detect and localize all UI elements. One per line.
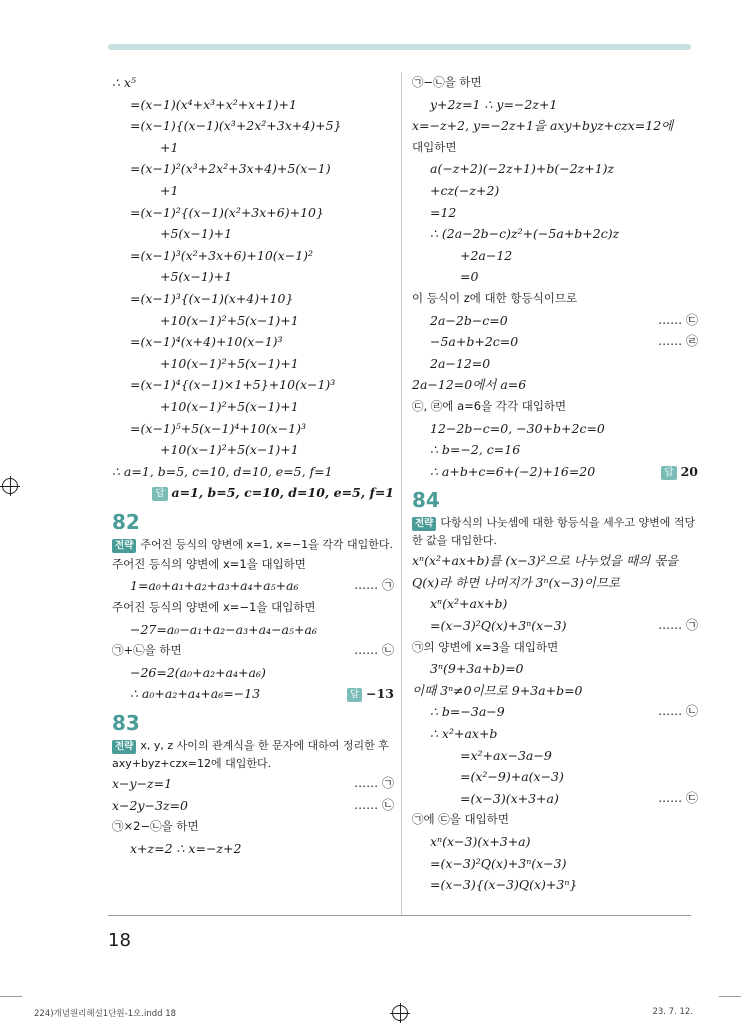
solution-line bbox=[112, 158, 394, 180]
equation-tag: …… ㉢ bbox=[658, 790, 698, 805]
line-text: =(x−1)⁴(x+4)+10(x−1)³ bbox=[130, 334, 283, 350]
solution-line bbox=[112, 288, 394, 310]
solution-line bbox=[412, 310, 698, 332]
solution-82 bbox=[112, 554, 394, 705]
line-text: +10(x−1)²+5(x−1)+1 bbox=[160, 398, 299, 414]
line-text: −26=2(a₀+a₂+a₄+a₆) bbox=[130, 664, 266, 680]
line-text: ∴ b=−2, c=16 bbox=[430, 442, 521, 458]
solution-line bbox=[112, 597, 394, 619]
solution-line bbox=[112, 439, 394, 461]
line-text: =(x−3)²Q(x)+3ⁿ(x−3) bbox=[430, 618, 567, 634]
solution-line bbox=[412, 266, 698, 288]
solution-line bbox=[412, 550, 698, 572]
solution-line bbox=[112, 223, 394, 245]
solution-line bbox=[412, 115, 698, 137]
line-text: =(x²−9)+a(x−3) bbox=[460, 769, 564, 785]
solution-line bbox=[412, 223, 698, 245]
line-text: x=−z+2, y=−2z+1을 axy+byz+czx=12에 bbox=[412, 118, 674, 134]
line-text: +10(x−1)²+5(x−1)+1 bbox=[160, 355, 299, 371]
line-text: ㉠×2−㉡을 하면 bbox=[112, 819, 199, 834]
line-text: 3ⁿ(9+3a+b)=0 bbox=[430, 661, 524, 677]
equation-tag: …… ㉡ bbox=[354, 643, 394, 658]
solution-line bbox=[412, 572, 698, 594]
solution-line bbox=[412, 331, 698, 353]
problem-number-82: 82 bbox=[112, 509, 140, 534]
line-text: 이 등식이 z에 대한 항등식이므로 bbox=[412, 290, 578, 305]
solution-line bbox=[412, 745, 698, 767]
solution-line bbox=[412, 245, 698, 267]
solution-84 bbox=[412, 550, 698, 896]
line-text: =(x−1)²{(x−1)(x²+3x+6)+10} bbox=[130, 204, 324, 220]
answer-line bbox=[112, 482, 394, 504]
line-text: xⁿ(x²+ax+b) bbox=[430, 596, 508, 612]
solution-line bbox=[412, 72, 698, 94]
solution-line bbox=[412, 658, 698, 680]
solution-line bbox=[112, 202, 394, 224]
hint-83 bbox=[112, 737, 394, 773]
left-column bbox=[112, 72, 394, 859]
equation-tag: …… ㉢ bbox=[658, 312, 698, 327]
solution-line bbox=[112, 353, 394, 375]
line-text: ∴ (2a−2b−c)z²+(−5a+b+2c)z bbox=[430, 226, 620, 242]
column-divider bbox=[401, 72, 402, 916]
line-text: ∴ x⁵ bbox=[112, 75, 136, 90]
solution-line bbox=[112, 554, 394, 576]
solution-line bbox=[112, 838, 394, 860]
solution-line bbox=[412, 418, 698, 440]
line-text: 2a−2b−c=0 bbox=[430, 312, 508, 328]
line-text: =x²+ax−3a−9 bbox=[460, 747, 552, 763]
solution-line bbox=[412, 593, 698, 615]
line-text: +10(x−1)²+5(x−1)+1 bbox=[160, 442, 299, 458]
registration-mark-icon bbox=[392, 1005, 408, 1021]
line-text: 이때 3ⁿ≠0이므로 9+3a+b=0 bbox=[412, 682, 583, 698]
line-text: +5(x−1)+1 bbox=[160, 269, 233, 285]
problem-number-83: 83 bbox=[112, 711, 140, 736]
line-text: =(x−1)³{(x−1)(x+4)+10} bbox=[130, 290, 294, 306]
line-text: ∴ a+b+c=6+(−2)+16=20 bbox=[430, 463, 596, 479]
solution-line bbox=[412, 788, 698, 810]
solution-line bbox=[112, 816, 394, 838]
equation-tag: …… ㉠ bbox=[658, 618, 698, 633]
hint-text: 다항식의 나눗셈에 대한 항등식을 세우고 양변에 적당한 값을 대입한다. bbox=[412, 516, 696, 548]
solution-line bbox=[112, 245, 394, 267]
line-text: +10(x−1)²+5(x−1)+1 bbox=[160, 312, 299, 328]
equation-tag: …… ㉣ bbox=[658, 334, 698, 349]
line-text: ∴ a₀+a₂+a₄+a₆=−13 bbox=[130, 686, 261, 702]
line-text: −5a+b+2c=0 bbox=[430, 334, 519, 350]
header-bar bbox=[108, 44, 691, 50]
line-text: +cz(−z+2) bbox=[430, 182, 500, 198]
line-text: +5(x−1)+1 bbox=[160, 226, 233, 242]
page-number: 18 bbox=[108, 930, 131, 951]
solution-lines bbox=[112, 72, 394, 482]
solution-line bbox=[412, 874, 698, 896]
line-text: ㉢, ㉣에 a=6을 각각 대입하면 bbox=[412, 398, 567, 413]
line-text: ∴ x²+ax+b bbox=[430, 726, 498, 742]
line-text: 대입하면 bbox=[412, 139, 457, 154]
line-text: ㉠에 ㉢을 대입하면 bbox=[412, 812, 509, 827]
line-text: ㉠−㉡을 하면 bbox=[412, 75, 482, 89]
solution-line bbox=[112, 396, 394, 418]
solution-line bbox=[112, 310, 394, 332]
registration-mark-icon bbox=[2, 478, 18, 494]
solution-line bbox=[112, 461, 394, 483]
solution-line bbox=[412, 94, 698, 116]
line-text: ㉠의 양변에 x=3을 대입하면 bbox=[412, 639, 559, 654]
line-text: =(x−1)⁴{(x−1)×1+5}+10(x−1)³ bbox=[130, 377, 336, 393]
line-text: 12−2b−c=0, −30+b+2c=0 bbox=[430, 420, 605, 436]
line-text: =(x−1)(x⁴+x³+x²+x+1)+1 bbox=[130, 96, 297, 112]
hint-84 bbox=[412, 514, 698, 550]
right-column bbox=[412, 72, 698, 896]
answer-badge: 답 bbox=[152, 487, 167, 501]
solution-line bbox=[412, 853, 698, 875]
footer-date: 23. 7. 12. bbox=[652, 1007, 693, 1017]
line-text: Q(x)라 하면 나머지가 3ⁿ(x−3)이므로 bbox=[412, 574, 620, 590]
solution-line bbox=[112, 374, 394, 396]
line-text: xⁿ(x−3)(x+3+a) bbox=[430, 834, 531, 849]
solution-line bbox=[112, 115, 394, 137]
solution-line bbox=[112, 180, 394, 202]
line-text: ㉠+㉡을 하면 bbox=[112, 643, 182, 658]
footer-file: 224)개념원리해설1단원-1오.indd 18 bbox=[34, 1009, 177, 1019]
hint-badge: 전략 bbox=[112, 740, 136, 754]
solution-line bbox=[412, 353, 698, 375]
solution-lines bbox=[412, 72, 698, 482]
hint-text: x, y, z 사이의 관계식을 한 문자에 대하여 정리한 후 axy+byz+czx=12에 대입한다. bbox=[112, 739, 389, 771]
answer-badge: 답 bbox=[347, 688, 362, 702]
solution-line bbox=[412, 766, 698, 788]
solution-line bbox=[112, 773, 394, 795]
line-text: +1 bbox=[160, 182, 179, 198]
solution-line bbox=[412, 637, 698, 659]
solution-line bbox=[412, 137, 698, 159]
answer-text: a=1, b=5, c=10, d=10, e=5, f=1 bbox=[171, 485, 394, 501]
solution-83 bbox=[112, 773, 394, 859]
line-text: −27=a₀−a₁+a₂−a₃+a₄−a₅+a₆ bbox=[130, 621, 317, 637]
solution-line bbox=[412, 723, 698, 745]
line-text: 주어진 등식의 양변에 x=1을 대입하면 bbox=[112, 556, 306, 571]
equation-tag: …… ㉠ bbox=[354, 578, 394, 593]
line-text: =(x−1)³(x²+3x+6)+10(x−1)² bbox=[130, 247, 314, 263]
line-text: 2a−12=0 bbox=[430, 355, 491, 371]
line-text: =(x−3){(x−3)Q(x)+3ⁿ} bbox=[430, 877, 578, 893]
solution-line bbox=[112, 331, 394, 353]
problem-number-84: 84 bbox=[412, 488, 440, 513]
crop-mark bbox=[0, 996, 22, 997]
line-text: =(x−3)²Q(x)+3ⁿ(x−3) bbox=[430, 855, 567, 871]
line-text: =(x−1){(x−1)(x³+2x²+3x+4)+5} bbox=[130, 118, 342, 134]
line-text: +2a−12 bbox=[460, 247, 513, 263]
solution-line bbox=[112, 662, 394, 684]
line-text: ∴ a=1, b=5, c=10, d=10, e=5, f=1 bbox=[112, 463, 333, 479]
line-text: =(x−3)(x+3+a) bbox=[460, 790, 559, 806]
line-text: =(x−1)⁵+5(x−1)⁴+10(x−1)³ bbox=[130, 420, 307, 436]
hint-badge: 전략 bbox=[112, 539, 136, 553]
hint-text: 주어진 등식의 양변에 x=1, x=−1을 각각 대입한다. bbox=[140, 537, 394, 551]
answer-line bbox=[412, 461, 698, 483]
solution-line bbox=[112, 72, 394, 94]
line-text: 1=a₀+a₁+a₂+a₃+a₄+a₅+a₆ bbox=[130, 578, 299, 594]
solution-line bbox=[112, 94, 394, 116]
solution-line bbox=[112, 137, 394, 159]
line-text: xⁿ(x²+ax+b)를 (x−3)²으로 나누었을 때의 몫을 bbox=[412, 553, 679, 569]
solution-line bbox=[112, 266, 394, 288]
line-text: =12 bbox=[430, 204, 457, 220]
solution-line bbox=[412, 180, 698, 202]
answer-badge: 답 bbox=[661, 466, 676, 480]
answer-line-82 bbox=[112, 683, 394, 705]
solution-line bbox=[412, 831, 698, 853]
line-text: x+z=2 ∴ x=−z+2 bbox=[130, 840, 242, 856]
line-text: =0 bbox=[460, 269, 479, 285]
solution-line bbox=[112, 418, 394, 440]
equation-tag: …… ㉠ bbox=[354, 776, 394, 791]
hint-82 bbox=[112, 536, 394, 554]
solution-line bbox=[112, 795, 394, 817]
solution-line bbox=[412, 202, 698, 224]
answer-text: 20 bbox=[680, 463, 698, 479]
equation-tag: …… ㉡ bbox=[354, 797, 394, 812]
line-text: x−2y−3z=0 bbox=[112, 797, 188, 813]
solution-line bbox=[412, 809, 698, 831]
solution-line bbox=[412, 701, 698, 723]
solution-line bbox=[412, 439, 698, 461]
bottom-rule bbox=[108, 915, 691, 916]
solution-line bbox=[412, 680, 698, 702]
line-text: x−y−z=1 bbox=[112, 776, 173, 792]
solution-line bbox=[412, 288, 698, 310]
solution-line bbox=[112, 640, 394, 662]
solution-line bbox=[112, 575, 394, 597]
line-text: ∴ b=−3a−9 bbox=[430, 704, 505, 720]
equation-tag: …… ㉡ bbox=[658, 704, 698, 719]
line-text: 2a−12=0에서 a=6 bbox=[412, 377, 527, 393]
crop-mark bbox=[719, 996, 741, 997]
line-text: 주어진 등식의 양변에 x=−1을 대입하면 bbox=[112, 600, 316, 615]
hint-badge: 전략 bbox=[412, 517, 436, 531]
solution-line bbox=[412, 615, 698, 637]
line-text: =(x−1)²(x³+2x²+3x+4)+5(x−1) bbox=[130, 161, 331, 177]
line-text: y+2z=1 ∴ y=−2z+1 bbox=[430, 96, 558, 112]
solution-line bbox=[412, 374, 698, 396]
line-text: +1 bbox=[160, 139, 179, 155]
solution-line bbox=[412, 158, 698, 180]
answer-text: −13 bbox=[366, 686, 394, 702]
solution-line bbox=[412, 396, 698, 418]
solution-line bbox=[112, 619, 394, 641]
line-text: a(−z+2)(−2z+1)+b(−2z+1)z bbox=[430, 161, 615, 177]
